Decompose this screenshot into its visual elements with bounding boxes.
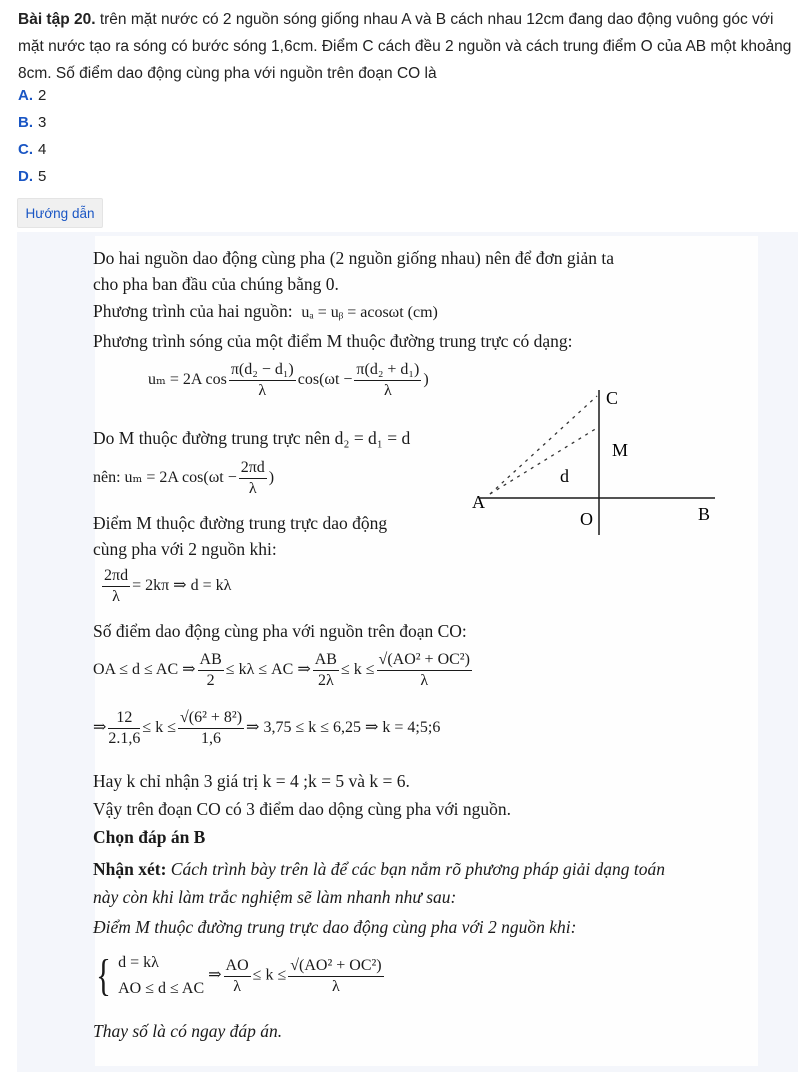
option-d[interactable] bbox=[18, 163, 46, 190]
eq-numerator: 2πd bbox=[239, 458, 267, 479]
eq-part: OA ≤ d ≤ AC ⇒ bbox=[93, 661, 196, 679]
solution-line: Phương trình sóng của một điểm M thuộc đường trung trực có dạng: bbox=[93, 331, 573, 351]
eq-lhs: uₘ = 2A cos bbox=[148, 371, 227, 389]
solution-line: Điểm M thuộc đường trung trực dao động bbox=[93, 513, 388, 533]
hint-button[interactable]: Hướng dẫn bbox=[17, 198, 103, 228]
geometry-diagram bbox=[470, 380, 720, 550]
eq-denominator: 2 bbox=[206, 672, 215, 689]
condition-system bbox=[93, 950, 386, 1002]
solution-text: Phương trình của hai nguồn: bbox=[93, 301, 293, 321]
option-value: 4 bbox=[38, 141, 47, 158]
eq-part: ≤ k ≤ bbox=[252, 966, 287, 984]
eq-part: ⇒ bbox=[208, 966, 222, 984]
wave-equation bbox=[148, 360, 429, 401]
eq-numerator: AB bbox=[313, 650, 339, 671]
solution-line: cùng pha với 2 nguồn khi: bbox=[93, 539, 277, 559]
eq-numerator: π(d₂ + d₁) bbox=[354, 360, 421, 381]
question-text bbox=[18, 6, 793, 87]
eq-mid: cos(ωt − bbox=[297, 371, 353, 389]
remark-line bbox=[93, 858, 665, 880]
option-value: 5 bbox=[38, 168, 47, 185]
eq-denominator: λ bbox=[384, 382, 392, 399]
brace-symbol: { bbox=[96, 951, 111, 1000]
point-c-label: C bbox=[606, 388, 619, 408]
point-b-label: B bbox=[698, 504, 711, 524]
eq-denominator: λ bbox=[248, 480, 257, 497]
point-m-label: M bbox=[612, 440, 629, 460]
eq-part: ⇒ bbox=[93, 719, 107, 737]
solution-line: Điểm M thuộc đường trung trực dao động cùng pha với 2 nguồn khi: bbox=[93, 917, 577, 937]
eq-denominator: λ bbox=[258, 382, 267, 399]
solution-line: Do hai nguồn dao động cùng pha (2 nguồn giống nhau) nên để đơn giản ta bbox=[93, 248, 615, 268]
eq-end: ) bbox=[423, 371, 429, 389]
eq-denominator: 1,6 bbox=[201, 730, 221, 747]
line-ac bbox=[490, 396, 597, 494]
remark-text: Cách trình bày trên là để các bạn nắm rõ phương pháp giải dạng toán bbox=[166, 859, 666, 879]
simplified-equation bbox=[93, 458, 274, 499]
solution-line bbox=[93, 300, 438, 324]
question-body: trên mặt nước có 2 nguồn sóng giống nhau A và B cách nhau 12cm đang dao động vuông góc với mặt nước tạo ra sóng có bước sóng 1,6cm. Điểm C cách đều 2 nguồn và cách trung điểm O của AB một khoảng 8cm. Số điểm dao động cùng pha với nguồn trên đoạn CO là bbox=[18, 11, 792, 82]
eq-end: ) bbox=[268, 469, 275, 487]
option-letter: D. bbox=[18, 168, 33, 185]
option-letter: B. bbox=[18, 114, 33, 131]
eq-numerator: AO bbox=[224, 956, 251, 977]
option-c[interactable] bbox=[18, 136, 46, 163]
eq-denominator: 2λ bbox=[317, 672, 334, 689]
option-a[interactable] bbox=[18, 82, 46, 109]
solution-line: Vậy trên đoạn CO có 3 điểm dao dộng cùng pha với nguồn. bbox=[93, 799, 511, 819]
line-am bbox=[490, 428, 597, 494]
option-b[interactable] bbox=[18, 109, 46, 136]
eq-numerator: √(AO² + OC²) bbox=[377, 650, 472, 671]
eq-lhs: nên: uₘ = 2A cos(ωt − bbox=[93, 469, 237, 487]
solution-line: cho pha ban đầu của chúng bằng 0. bbox=[93, 274, 339, 294]
eq-numerator: 12 bbox=[108, 708, 140, 729]
eq-numerator: √(AO² + OC²) bbox=[288, 956, 383, 977]
eq-denominator: 2.1,6 bbox=[108, 730, 141, 747]
option-value: 2 bbox=[38, 87, 47, 104]
question-label: Bài tập 20. bbox=[18, 11, 96, 28]
range-inequality bbox=[93, 650, 474, 691]
option-value: 3 bbox=[38, 114, 47, 131]
system-line: d = kλ bbox=[118, 954, 159, 971]
eq-numerator: AB bbox=[198, 650, 224, 671]
phase-condition bbox=[100, 566, 231, 607]
solution-line: Số điểm dao động cùng pha với nguồn trên đoạn CO: bbox=[93, 621, 467, 641]
eq-part: ≤ kλ ≤ AC ⇒ bbox=[225, 661, 311, 679]
option-letter: A. bbox=[18, 87, 33, 104]
eq-denominator: λ bbox=[233, 977, 241, 995]
eq-numerator: 2πd bbox=[102, 566, 130, 587]
eq-numerator: π(d₂ − d₁) bbox=[229, 360, 296, 381]
solution-line: Thay số là có ngay đáp án. bbox=[93, 1021, 283, 1041]
option-letter: C. bbox=[18, 141, 33, 158]
eq-denominator: λ bbox=[332, 977, 340, 995]
system-line: AO ≤ d ≤ AC bbox=[118, 980, 205, 997]
source-equation: uₐ = uᵦ = acosωt (cm) bbox=[301, 304, 438, 321]
distance-d-label: d bbox=[560, 466, 569, 486]
solution-line: này còn khi làm trắc nghiệm sẽ làm nhanh như sau: bbox=[93, 887, 457, 907]
eq-numerator: √(6² + 8²) bbox=[178, 708, 244, 729]
eq-part: ≤ k ≤ bbox=[142, 719, 176, 737]
answer-options bbox=[18, 82, 46, 190]
eq-denominator: λ bbox=[112, 588, 120, 605]
answer-choice: Chọn đáp án B bbox=[93, 827, 206, 847]
numeric-inequality bbox=[93, 708, 440, 749]
solution-line: Hay k chỉ nhận 3 giá trị k = 4 ;k = 5 và k = 6. bbox=[93, 771, 410, 791]
point-a-label: A bbox=[472, 492, 485, 512]
eq-part: ⇒ 3,75 ≤ k ≤ 6,25 ⇒ k = 4;5;6 bbox=[246, 719, 441, 737]
solution-line: Do M thuộc đường trung trực nên d₂ = d₁ = d bbox=[93, 428, 411, 448]
eq-rest: = 2kπ ⇒ d = kλ bbox=[132, 577, 232, 595]
remark-label: Nhận xét: bbox=[93, 859, 167, 879]
eq-denominator: λ bbox=[420, 672, 429, 689]
point-o-label: O bbox=[580, 509, 593, 529]
eq-part: ≤ k ≤ bbox=[340, 661, 375, 679]
